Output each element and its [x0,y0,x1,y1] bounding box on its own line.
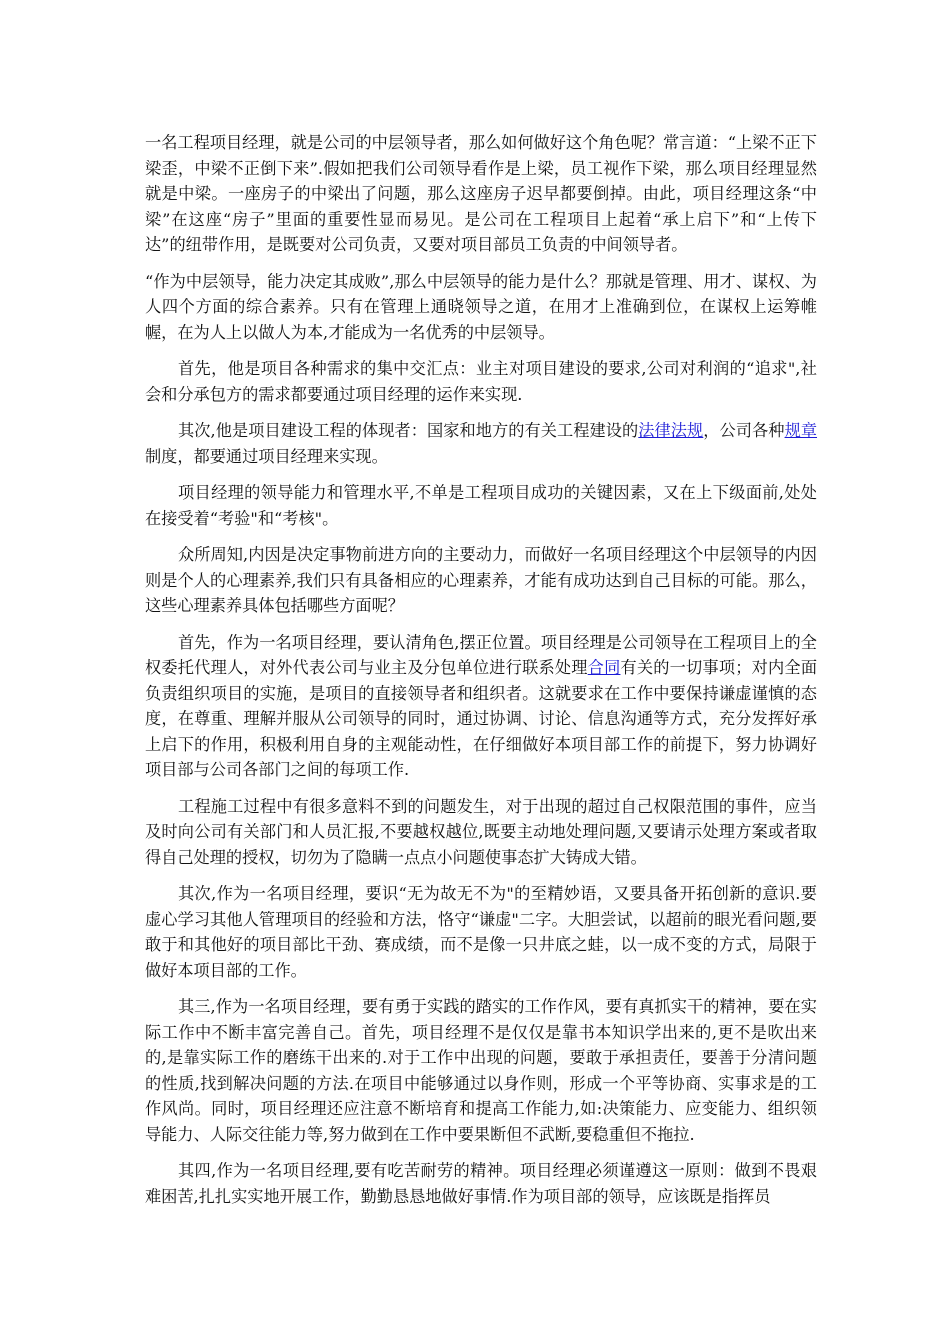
paragraph-2 [145,269,817,346]
paragraph-8 [145,794,817,871]
paragraph-text: 工程施工过程中有很多意料不到的问题发生，对于出现的超过自己权限范围的事件，应当及时向公司有关部门和人员汇报,不要越权越位,既要主动地处理问题,又要请示处理方案或者取得自己处理的授权，切勿为了隐瞒一点点小问题使事态扩大铸成大错。 [145,796,817,867]
hyperlink[interactable]: 法律法规 [638,421,704,440]
paragraph-text: 一名工程项目经理，就是公司的中层领导者，那么如何做好这个角色呢？常言道：“上梁不正下梁歪，中梁不正倒下来”.假如把我们公司领导看作是上梁，员工视作下梁，那么项目经理显然就是中梁。一座房子的中梁出了问题，那么这座房子迟早都要倒掉。由此，项目经理这条“中梁”在这座“房子”里面的重要性显而易见。是公司在工程项目上起着“承上启下”和“上传下达”的纽带作用，是既要对公司负责，又要对项目部员工负责的中间领导者。 [145,133,817,254]
paragraph-text: 其次,作为一名项目经理，要识“无为故无不为"的至精妙语，又要具备开拓创新的意识.要虚心学习其他人管理项目的经验和方法，恪守“谦虚"二字。大胆尝试，以超前的眼光看问题,要敢于和其他好的项目部比干劲、赛成绩，而不是像一只井底之蛙，以一成不变的方式，局限于做好本项目部的工作。 [145,884,817,980]
paragraph-text: 首先，他是项目各种需求的集中交汇点：业主对项目建设的要求,公司对利润的“追求",社会和分承包方的需求都要通过项目经理的运作来实现. [145,359,817,404]
paragraph-6 [145,542,817,619]
paragraph-4 [145,418,817,469]
paragraph-text: 其三,作为一名项目经理，要有勇于实践的踏实的工作作风，要有真抓实干的精神，要在实际工作中不断丰富完善自己。首先，项目经理不是仅仅是靠书本知识学出来的,更不是吹出来的,是靠实际工作的磨练干出来的.对于工作中出现的问题，要敢于承担责任，要善于分清问题的性质,找到解决问题的方法.在项目中能够通过以身作则，形成一个平等协商、实事求是的工作风尚。同时，项目经理还应注意不断培育和提高工作能力,如:决策能力、应变能力、组织领导能力、人际交往能力等,努力做到在工作中要果断但不武断,要稳重但不拖拉. [145,997,817,1144]
paragraph-11 [145,1158,817,1209]
hyperlink[interactable]: 合同 [587,658,621,677]
paragraph-5 [145,480,817,531]
hyperlink[interactable]: 规章 [784,421,818,440]
paragraph-text: “作为中层领导，能力决定其成败”,那么中层领导的能力是什么？那就是管理、用才、谋权、为人四个方面的综合素养。只有在管理上通晓领导之道，在用才上准确到位，在谋权上运筹帷幄，在为人上以做人为本,才能成为一名优秀的中层领导。 [145,271,817,342]
paragraph-text: 其次,他是项目建设工程的体现者：国家和地方的有关工程建设的 [178,421,639,440]
paragraph-text: 首先，作为一名项目经理，要认清角色,摆正位置。项目经理是公司领导在工程项目上的全权委托代理人，对外代表公司与业主及分包单位进行联系处理 [145,632,817,677]
paragraph-text: 其四,作为一名项目经理,要有吃苦耐劳的精神。项目经理必须谨遵这一原则：做到不畏艰难困苦,扎扎实实地开展工作，勤勤恳恳地做好事情.作为项目部的领导，应该既是指挥员 [145,1161,817,1206]
paragraph-text: ，公司各种 [703,421,785,440]
paragraph-text: 有关的一切事项；对内全面负责组织项目的实施，是项目的直接领导者和组织者。这就要求在工作中要保持谦虚谨慎的态度，在尊重、理解并服从公司领导的同时，通过协调、讨论、信息沟通等方式，充分发挥好承上启下的作用，积极利用自身的主观能动性，在仔细做好本项目部工作的前提下，努力协调好项目部与公司各部门之间的每项工作. [145,658,818,779]
document-page [145,130,817,1220]
paragraph-3 [145,356,817,407]
paragraph-9 [145,881,817,983]
paragraph-text: 项目经理的领导能力和管理水平,不单是工程项目成功的关键因素，又在上下级面前,处处在接受着“考验"和“考核"。 [145,483,817,528]
paragraph-1 [145,130,817,258]
paragraph-10 [145,994,817,1147]
paragraph-text: 众所周知,内因是决定事物前进方向的主要动力，而做好一名项目经理这个中层领导的内因则是个人的心理素养,我们只有具备相应的心理素养，才能有成功达到自己目标的可能。那么，这些心理素养具体包括哪些方面呢？ [145,545,817,615]
paragraph-7 [145,630,817,783]
paragraph-text: 制度，都要通过项目经理来实现。 [145,446,388,466]
